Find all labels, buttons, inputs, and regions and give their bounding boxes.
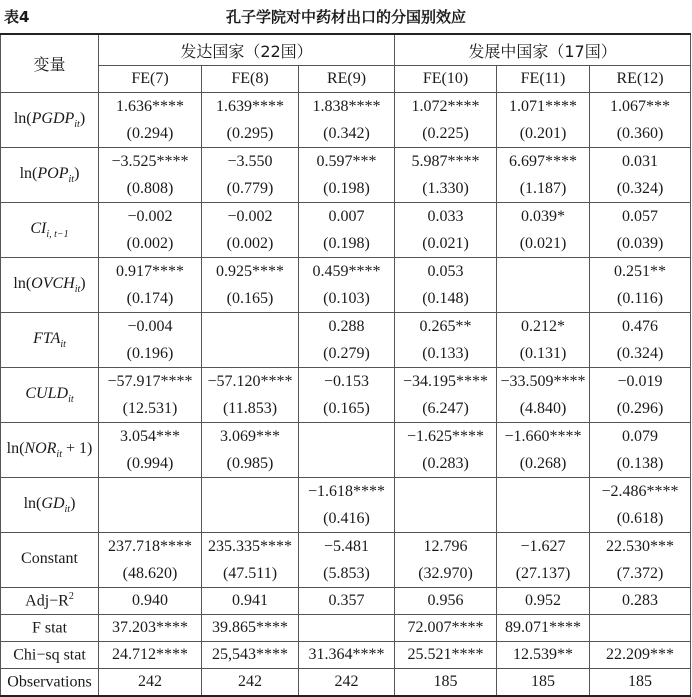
stat-label: [1, 669, 99, 697]
stat-value: 25.521****: [395, 642, 497, 669]
coefficient: −1.618****: [307, 483, 386, 500]
estimate-cell: [299, 258, 395, 313]
variable-cell: [1, 148, 99, 203]
variable-subscript: it: [68, 394, 74, 406]
standard-error: (0.295): [226, 125, 274, 142]
estimate-cell: [202, 148, 299, 203]
estimate-cell: [202, 313, 299, 368]
stat-label-text: F stat: [31, 619, 68, 637]
standard-error: (0.324): [616, 180, 664, 197]
standard-error: (0.002): [226, 235, 274, 252]
estimate-cell: [299, 478, 395, 533]
table-row: [1, 533, 691, 588]
standard-error: (27.137): [515, 565, 571, 582]
estimate-cell: [497, 258, 590, 313]
variable-subscript: it: [74, 119, 80, 131]
coefficient: −0.019: [617, 373, 663, 390]
coefficient: 0.597***: [316, 153, 377, 170]
table-caption: [0, 0, 692, 32]
coefficient: −5.481: [323, 538, 370, 555]
coefficient: 0.251**: [614, 263, 667, 280]
standard-error: (0.268): [519, 455, 567, 472]
standard-error: (0.201): [519, 125, 567, 142]
stat-value: 72.007****: [395, 615, 497, 642]
variable-symbol: CULD: [25, 384, 69, 402]
coefficient: 0.031: [622, 153, 659, 170]
estimate-cell: [99, 533, 202, 588]
stat-value: 0.940: [99, 588, 202, 615]
stat-label: [1, 642, 99, 669]
estimate-cell: [99, 478, 202, 533]
coefficient: 1.067***: [610, 98, 671, 115]
standard-error: (0.116): [617, 290, 664, 307]
variable-cell: [1, 423, 99, 478]
standard-error: (0.103): [323, 290, 370, 307]
estimate-cell: [395, 423, 497, 478]
estimate-cell: [202, 533, 299, 588]
estimate-cell: [590, 533, 691, 588]
stat-value: 242: [202, 669, 299, 697]
model-header: FE(11): [497, 66, 590, 93]
coefficient: 0.057: [622, 208, 659, 225]
standard-error: (0.165): [323, 400, 370, 417]
stat-value: [590, 615, 691, 642]
stat-label-text: Chi−sq stat: [13, 646, 86, 664]
coefficient: 0.925****: [216, 263, 284, 280]
standard-error: (0.138): [616, 455, 664, 472]
standard-error: (0.165): [226, 290, 274, 307]
estimate-cell: [497, 368, 590, 423]
variable-subscript: it: [68, 174, 75, 186]
coefficient: 3.069***: [220, 428, 280, 445]
standard-error: (0.133): [422, 345, 469, 362]
coefficient: 1.639****: [216, 98, 284, 115]
estimate-cell: [202, 203, 299, 258]
standard-error: (0.002): [126, 235, 174, 252]
estimate-cell: [497, 313, 590, 368]
coefficient: −1.627: [520, 538, 566, 555]
standard-error: (0.174): [126, 290, 174, 307]
variable-cell: [1, 478, 99, 533]
table-row: [1, 313, 691, 368]
coefficient: 0.265**: [419, 318, 472, 335]
table-row: [1, 478, 691, 533]
estimate-cell: [395, 478, 497, 533]
standard-error: (0.779): [226, 180, 274, 197]
variable-symbol: FTA: [33, 329, 61, 347]
variable-cell: [1, 93, 99, 148]
variable-prefix: Constant: [21, 549, 78, 567]
standard-error: (12.531): [122, 400, 178, 417]
coefficient: 22.530***: [606, 538, 675, 555]
estimate-cell: [99, 148, 202, 203]
standard-error: (0.283): [422, 455, 469, 472]
variable-prefix: ln(: [19, 164, 38, 182]
standard-error: (0.294): [126, 125, 174, 142]
coefficient: 0.459****: [312, 263, 381, 280]
stat-value: 0.941: [202, 588, 299, 615]
estimate-cell: [299, 203, 395, 258]
coefficient: −1.660****: [504, 428, 582, 445]
standard-error: (0.342): [323, 125, 370, 142]
estimate-cell: [590, 148, 691, 203]
coefficient: −0.002: [227, 208, 273, 225]
stat-value: 22.209***: [590, 642, 691, 669]
estimate-cell: [99, 93, 202, 148]
group-header-developed: 发达国家（22国）: [99, 34, 395, 66]
coefficient: 3.054***: [120, 428, 180, 445]
stat-value: 25,543****: [202, 642, 299, 669]
stat-value: 0.357: [299, 588, 395, 615]
variable-suffix: ): [74, 164, 80, 182]
standard-error: (0.148): [422, 290, 469, 307]
coefficient: 0.476: [622, 318, 659, 335]
variable-subscript: it: [74, 284, 81, 296]
table-number: 表4: [4, 8, 30, 26]
coefficient: −0.004: [127, 318, 173, 335]
stat-label: [1, 615, 99, 642]
standard-error: (48.620): [122, 565, 178, 582]
variable-symbol: PGDP: [31, 109, 75, 127]
variable-subscript: it: [60, 339, 66, 351]
estimate-cell: [202, 478, 299, 533]
stat-row: [1, 615, 691, 642]
standard-error: (32.970): [418, 565, 473, 582]
coefficient: −0.002: [127, 208, 173, 225]
variable-prefix: ln(: [13, 109, 32, 127]
coefficient: 6.697****: [509, 153, 578, 170]
standard-error: (0.198): [323, 235, 370, 252]
coefficient: 12.796: [423, 538, 468, 555]
stat-row: [1, 642, 691, 669]
stat-value: 37.203****: [99, 615, 202, 642]
standard-error: (0.131): [519, 345, 567, 362]
variable-suffix: + 1): [61, 439, 93, 457]
stat-label-text: Observations: [7, 673, 92, 691]
stat-value: [299, 615, 395, 642]
estimate-cell: [497, 148, 590, 203]
model-header: FE(7): [99, 66, 202, 93]
coefficient: 0.079: [622, 428, 659, 445]
stat-value: 89.071****: [497, 615, 590, 642]
estimate-cell: [395, 93, 497, 148]
coefficient: −3.525****: [111, 153, 189, 170]
coefficient: 1.636****: [116, 98, 184, 115]
coefficient: 0.033: [427, 208, 464, 225]
estimate-cell: [497, 478, 590, 533]
stat-row: [1, 588, 691, 615]
standard-error: (1.187): [519, 180, 567, 197]
model-header: RE(12): [590, 66, 691, 93]
estimate-cell: [99, 313, 202, 368]
variable-symbol: OVCH: [31, 274, 75, 292]
variable-prefix: ln(: [23, 494, 42, 512]
stat-row: [1, 669, 691, 697]
table-row: [1, 368, 691, 423]
standard-error: (0.021): [519, 235, 567, 252]
variable-symbol: NOR: [24, 439, 57, 457]
standard-error: (0.360): [616, 125, 664, 142]
standard-error: (0.618): [616, 510, 664, 527]
stat-value: 24.712****: [99, 642, 202, 669]
estimate-cell: [395, 533, 497, 588]
model-header: FE(10): [395, 66, 497, 93]
estimate-cell: [99, 368, 202, 423]
stat-value: 12.539**: [497, 642, 590, 669]
model-header: FE(8): [202, 66, 299, 93]
standard-error: (0.296): [616, 400, 664, 417]
standard-error: (5.853): [323, 565, 370, 582]
regression-table: [0, 33, 691, 697]
estimate-cell: [299, 368, 395, 423]
group-header-developing: 发展中国家（17国）: [395, 34, 691, 66]
standard-error: (0.416): [323, 510, 370, 527]
variable-symbol: CI: [30, 219, 47, 237]
estimate-cell: [202, 368, 299, 423]
estimate-cell: [299, 423, 395, 478]
stat-value: 39.865****: [202, 615, 299, 642]
estimate-cell: [395, 313, 497, 368]
variable-suffix: ): [70, 494, 76, 512]
coefficient: 5.987****: [411, 153, 480, 170]
coefficient: 237.718****: [108, 538, 192, 555]
variable-cell: [1, 368, 99, 423]
estimate-cell: [395, 148, 497, 203]
standard-error: (11.853): [222, 400, 278, 417]
variable-cell: [1, 203, 99, 258]
standard-error: (0.196): [126, 345, 174, 362]
variable-cell: [1, 258, 99, 313]
table-row: [1, 203, 691, 258]
coefficient: 1.838****: [312, 98, 381, 115]
standard-error: (7.372): [616, 565, 664, 582]
stat-label-text: Adj−R: [25, 592, 69, 610]
stat-value: 242: [299, 669, 395, 697]
table-row: [1, 93, 691, 148]
variable-symbol: POP: [37, 164, 69, 182]
standard-error: (0.225): [422, 125, 469, 142]
variable-subscript: it: [56, 449, 62, 461]
variable-cell: [1, 313, 99, 368]
variable-prefix: ln(: [13, 274, 32, 292]
coefficient: −3.550: [227, 153, 273, 170]
estimate-cell: [590, 313, 691, 368]
coefficient: 235.335****: [208, 538, 292, 555]
standard-error: (47.511): [222, 565, 278, 582]
table-row: [1, 258, 691, 313]
estimate-cell: [299, 93, 395, 148]
standard-error: (0.994): [126, 455, 174, 472]
variable-header: 变量: [1, 34, 99, 93]
estimate-cell: [202, 423, 299, 478]
coefficient: −2.486****: [601, 483, 679, 500]
estimate-cell: [299, 533, 395, 588]
stat-value: 0.956: [395, 588, 497, 615]
model-header: RE(9): [299, 66, 395, 93]
standard-error: (4.840): [519, 400, 567, 417]
variable-symbol: GD: [41, 494, 65, 512]
estimate-cell: [497, 533, 590, 588]
stat-label: [1, 588, 99, 615]
stat-value: 185: [590, 669, 691, 697]
coefficient: −0.153: [323, 373, 370, 390]
variable-suffix: ): [79, 109, 86, 127]
table-body: [1, 93, 691, 697]
stat-value: 0.283: [590, 588, 691, 615]
coefficient: −57.917****: [107, 373, 193, 390]
variable-prefix: ln(: [6, 439, 25, 457]
stat-value: 0.952: [497, 588, 590, 615]
stat-value: 242: [99, 669, 202, 697]
estimate-cell: [590, 368, 691, 423]
table-row: [1, 148, 691, 203]
stat-label-superscript: 2: [68, 591, 74, 603]
estimate-cell: [590, 423, 691, 478]
coefficient: 1.071****: [509, 98, 578, 115]
estimate-cell: [99, 203, 202, 258]
estimate-cell: [497, 203, 590, 258]
variable-cell: [1, 533, 99, 588]
coefficient: −1.625****: [407, 428, 485, 445]
standard-error: (0.021): [422, 235, 469, 252]
estimate-cell: [497, 423, 590, 478]
standard-error: (0.039): [616, 235, 664, 252]
standard-error: (0.985): [226, 455, 274, 472]
table-title: 孔子学院对中药材出口的分国别效应: [225, 8, 466, 26]
standard-error: (0.198): [323, 180, 370, 197]
standard-error: (0.808): [126, 180, 174, 197]
estimate-cell: [395, 203, 497, 258]
coefficient: −33.509****: [500, 373, 586, 390]
estimate-cell: [590, 478, 691, 533]
coefficient: 0.212*: [521, 318, 566, 335]
estimate-cell: [395, 368, 497, 423]
coefficient: −34.195****: [403, 373, 489, 390]
estimate-cell: [590, 258, 691, 313]
standard-error: (1.330): [422, 180, 469, 197]
variable-subscript: it: [64, 504, 71, 516]
estimate-cell: [299, 148, 395, 203]
standard-error: (0.279): [323, 345, 370, 362]
coefficient: 0.288: [328, 318, 365, 335]
estimate-cell: [99, 258, 202, 313]
table-row: [1, 423, 691, 478]
estimate-cell: [202, 93, 299, 148]
coefficient: 0.039*: [521, 208, 566, 225]
estimate-cell: [497, 93, 590, 148]
estimate-cell: [590, 203, 691, 258]
coefficient: 0.007: [328, 208, 365, 225]
estimate-cell: [590, 93, 691, 148]
coefficient: 1.072****: [411, 98, 480, 115]
variable-suffix: ): [80, 274, 86, 292]
standard-error: (6.247): [422, 400, 469, 417]
stat-value: 31.364****: [299, 642, 395, 669]
coefficient: 0.917****: [116, 263, 184, 280]
stat-value: 185: [497, 669, 590, 697]
estimate-cell: [99, 423, 202, 478]
variable-subscript: i, t−1: [46, 229, 69, 241]
coefficient: 0.053: [427, 263, 464, 280]
coefficient: −57.120****: [207, 373, 293, 390]
standard-error: (0.324): [616, 345, 664, 362]
stat-value: 185: [395, 669, 497, 697]
estimate-cell: [395, 258, 497, 313]
estimate-cell: [299, 313, 395, 368]
estimate-cell: [202, 258, 299, 313]
